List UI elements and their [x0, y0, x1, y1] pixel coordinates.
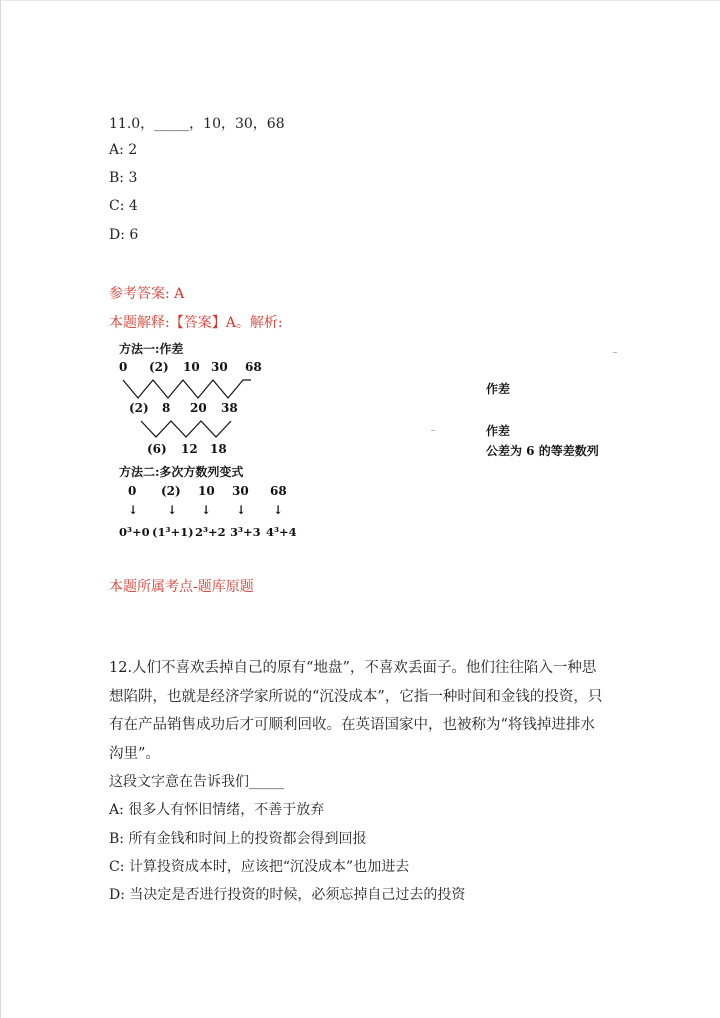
q11-explanation-label: 本题解释:【答案】A。解析:: [109, 315, 283, 331]
fig-arrow-0: ↓: [128, 503, 139, 517]
fig-row5-2: 2³+2: [195, 525, 226, 539]
fig-row2-2: 20: [190, 401, 207, 415]
fig-row5-0: 0³+0: [119, 525, 150, 539]
fig-row5-3: 3³+3: [230, 525, 261, 539]
fig-note-3: 公差为 6 的等差数列: [486, 444, 599, 458]
q11-option-d: D: 6: [109, 227, 139, 243]
fig-row4-0: 0: [128, 484, 137, 498]
fig-row5-1: (1³+1): [152, 525, 194, 539]
q12-option-b: B: 所有金钱和时间上的投资都会得到回报: [109, 831, 367, 847]
fig-row1-1: (2): [149, 360, 169, 374]
q11-answer: 参考答案: A: [109, 286, 185, 302]
fig-arrow-2: ↓: [201, 503, 212, 517]
fig-arrow-4: ↓: [273, 503, 284, 517]
fig-zigzag-1: [121, 378, 253, 400]
fig-row1-0: 0: [119, 360, 128, 374]
q12-option-a: A: 很多人有怀旧情绪，不善于放弃: [109, 802, 325, 818]
fig-row2-3: 38: [221, 401, 238, 415]
q12-stem: 12.人们不喜欢丢掉自己的原有“地盘”，不喜欢丢面子。他们往往陷入一种思想陷阱，也就是经济学家所说的“沉没成本”，它指一种时间和金钱的投资，只有在产品销售成功后才可顺利回收。在英语国家中，也被称为“将钱掉进排水沟里”。: [109, 660, 603, 762]
q12-option-c: C: 计算投资成本时，应该把“沉没成本”也加进去: [109, 859, 410, 875]
fig-row4-1: (2): [161, 484, 181, 498]
fig-row1-3: 30: [211, 360, 228, 374]
q11-source: 本题所属考点-题库原题: [109, 579, 254, 595]
fig-row4-2: 10: [198, 484, 215, 498]
fig-row4-3: 30: [232, 484, 249, 498]
fig-row3-0: (6): [147, 442, 167, 456]
fig-row3-1: 12: [181, 442, 198, 456]
fig-arrow-3: ↓: [236, 503, 247, 517]
fig-note-2: 作差: [486, 424, 511, 438]
q11-stem: 11.0，_____，10，30，68: [109, 116, 285, 132]
fig-row2-1: 8: [162, 401, 171, 415]
q11-option-c: C: 4: [109, 198, 138, 214]
q12-option-d: D: 当决定是否进行投资的时候，必须忘掉自己过去的投资: [109, 887, 466, 903]
fig-arrow-1: ↓: [167, 503, 178, 517]
fig-note-1: 作差: [486, 382, 511, 396]
fig-method1-title: 方法一:作差: [119, 342, 184, 356]
q12-question: 这段文字意在告诉我们_____: [109, 774, 284, 790]
fig-row3-2: 18: [210, 442, 227, 456]
fig-row1-2: 10: [183, 360, 200, 374]
fig-row5-4: 4³+4: [266, 525, 297, 539]
q11-option-a: A: 2: [109, 142, 138, 158]
fig-row1-4: 68: [245, 360, 262, 374]
scan-mark-1: [613, 352, 617, 353]
fig-method2-title: 方法二:多次方数列变式: [119, 465, 244, 479]
q11-option-b: B: 3: [109, 170, 138, 186]
fig-row4-4: 68: [270, 484, 287, 498]
fig-row2-0: (2): [129, 401, 149, 415]
scan-mark-2: [431, 430, 435, 431]
fig-zigzag-2: [139, 419, 243, 439]
